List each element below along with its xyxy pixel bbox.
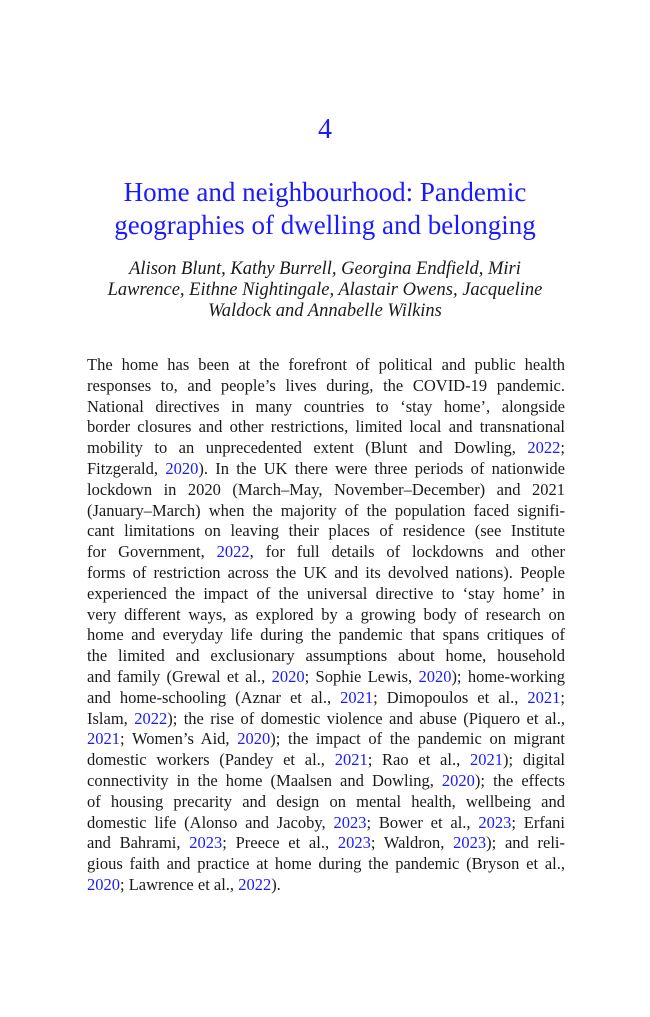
paragraph-line: very different ways, as explored by a growing body of research on — [87, 604, 565, 624]
text-run: domestic life (Alonso and Jacoby, — [87, 812, 334, 832]
citation-link[interactable]: 2023 — [337, 833, 371, 853]
paragraph-line: gious faith and practice at home during the pandemic (Bryson et al., — [87, 854, 565, 874]
citation-link[interactable]: 2021 — [87, 729, 120, 749]
text-run: for Government, — [87, 542, 217, 562]
paragraph-line — [87, 729, 565, 750]
text-run: ; Lawrence et al., — [120, 874, 239, 894]
text-run: ); the impact of the pandemic on migrant — [270, 729, 565, 749]
text-run: Fitzgerald, — [87, 458, 166, 478]
citation-link[interactable]: 2020 — [441, 770, 475, 790]
citation-link[interactable]: 2022 — [527, 438, 561, 458]
citation-link[interactable]: 2020 — [418, 666, 452, 686]
paragraph-line — [87, 459, 565, 480]
paragraph-line: lockdown in 2020 (March–May, November–December) and 2021 — [87, 479, 565, 499]
paragraph-line: border closures and other restrictions, limited local and transnational — [87, 417, 565, 437]
chapter-title-line: geographies of dwelling and belonging — [114, 210, 536, 240]
paragraph-line — [87, 542, 565, 563]
text-run: ; — [560, 687, 565, 707]
paragraph-line — [87, 813, 565, 834]
paragraph-line: the limited and exclusionary assumptions about home, household — [87, 646, 565, 666]
citation-link[interactable]: 2022 — [238, 874, 272, 894]
citation-link[interactable]: 2021 — [340, 687, 374, 707]
citation-link[interactable]: 2021 — [469, 750, 503, 770]
paragraph-line — [87, 667, 565, 688]
citation-link[interactable]: 2023 — [189, 833, 223, 853]
text-run: ). — [271, 874, 281, 894]
paragraph-line: of housing precarity and design on mental health, wellbeing and — [87, 791, 565, 811]
body-paragraph — [87, 355, 565, 896]
citation-link[interactable]: 2020 — [87, 874, 120, 894]
paragraph-line — [87, 875, 565, 896]
text-run: ); and reli- — [486, 833, 565, 853]
text-run: ). In the UK there were three periods of nationwide — [198, 458, 565, 478]
paragraph-line — [87, 771, 565, 792]
authors-line: Alison Blunt, Kathy Burrell, Georgina Endfield, Miri — [129, 259, 521, 279]
chapter-title-line: Home and neighbourhood: Pandemic — [123, 177, 527, 207]
text-run: mobility to an unprecedented extent (Blunt and Dowling, — [87, 438, 528, 458]
text-run: and family (Grewal et al., — [87, 666, 272, 686]
chapter-number: 4 — [318, 114, 332, 145]
text-run: ; Women’s Aid, — [120, 729, 238, 749]
citation-link[interactable]: 2021 — [334, 750, 368, 770]
paragraph-line: forms of restriction across the UK and its devolved nations). People — [87, 562, 565, 582]
text-run: and Bahrami, — [87, 833, 190, 853]
citation-link[interactable]: 2022 — [216, 542, 250, 562]
citation-link[interactable]: 2021 — [527, 687, 561, 707]
text-run: ); the rise of domestic violence and abuse (Piquero et al., — [167, 708, 565, 728]
chapter-authors — [80, 259, 570, 322]
text-run: ; Preece et al., — [222, 833, 338, 853]
citation-link[interactable]: 2022 — [134, 708, 168, 728]
paragraph-line — [87, 709, 565, 730]
text-run: ; Sophie Lewis, — [304, 666, 419, 686]
paragraph-line — [87, 833, 565, 854]
citation-link[interactable]: 2023 — [478, 812, 512, 832]
paragraph-line: responses to, and people’s lives during, the COVID-19 pandemic. — [87, 375, 565, 395]
text-run: ); home-working — [451, 666, 565, 686]
paragraph-line: National directives in many countries to ‘stay home’, alongside — [87, 396, 565, 416]
text-run: ; Waldron, — [370, 833, 454, 853]
paragraph-line: experienced the impact of the universal directive to ‘stay home’ in — [87, 583, 565, 603]
paragraph-line: cant limitations on leaving their places of residence (see Institute — [87, 521, 565, 541]
citation-link[interactable]: 2020 — [271, 666, 305, 686]
paragraph-line: The home has been at the forefront of political and public health — [87, 355, 565, 374]
citation-link[interactable]: 2023 — [333, 812, 367, 832]
text-run: Islam, — [87, 708, 135, 728]
citation-link[interactable]: 2020 — [237, 729, 271, 749]
text-run: , for full details of lockdowns and other — [249, 542, 565, 562]
paragraph-line — [87, 688, 565, 709]
chapter-title — [60, 176, 590, 242]
text-run: ; Bower et al., — [366, 812, 479, 832]
citation-link[interactable]: 2020 — [165, 458, 199, 478]
text-run: ; Rao et al., — [367, 750, 470, 770]
citation-link[interactable]: 2023 — [453, 833, 487, 853]
text-run: ); digital — [502, 750, 565, 770]
authors-line: Waldock and Annabelle Wilkins — [208, 301, 442, 321]
text-run: ; — [560, 438, 565, 458]
text-run: ); the effects — [474, 770, 565, 790]
paragraph-line: home and everyday life during the pandemic that spans critiques of — [87, 625, 565, 645]
paragraph-line — [87, 438, 565, 459]
paragraph-line — [87, 750, 565, 771]
authors-line: Lawrence, Eithne Nightingale, Alastair Owens, Jacqueline — [107, 280, 543, 300]
text-run: ; Erfani — [511, 812, 565, 832]
text-run: connectivity in the home (Maalsen and Dowling, — [87, 770, 442, 790]
text-run: and home-schooling (Aznar et al., — [87, 687, 341, 707]
text-run: ; Dimopoulos et al., — [373, 687, 528, 707]
text-run: domestic workers (Pandey et al., — [87, 750, 335, 770]
paragraph-line: (January–March) when the majority of the population faced signifi- — [87, 500, 565, 520]
